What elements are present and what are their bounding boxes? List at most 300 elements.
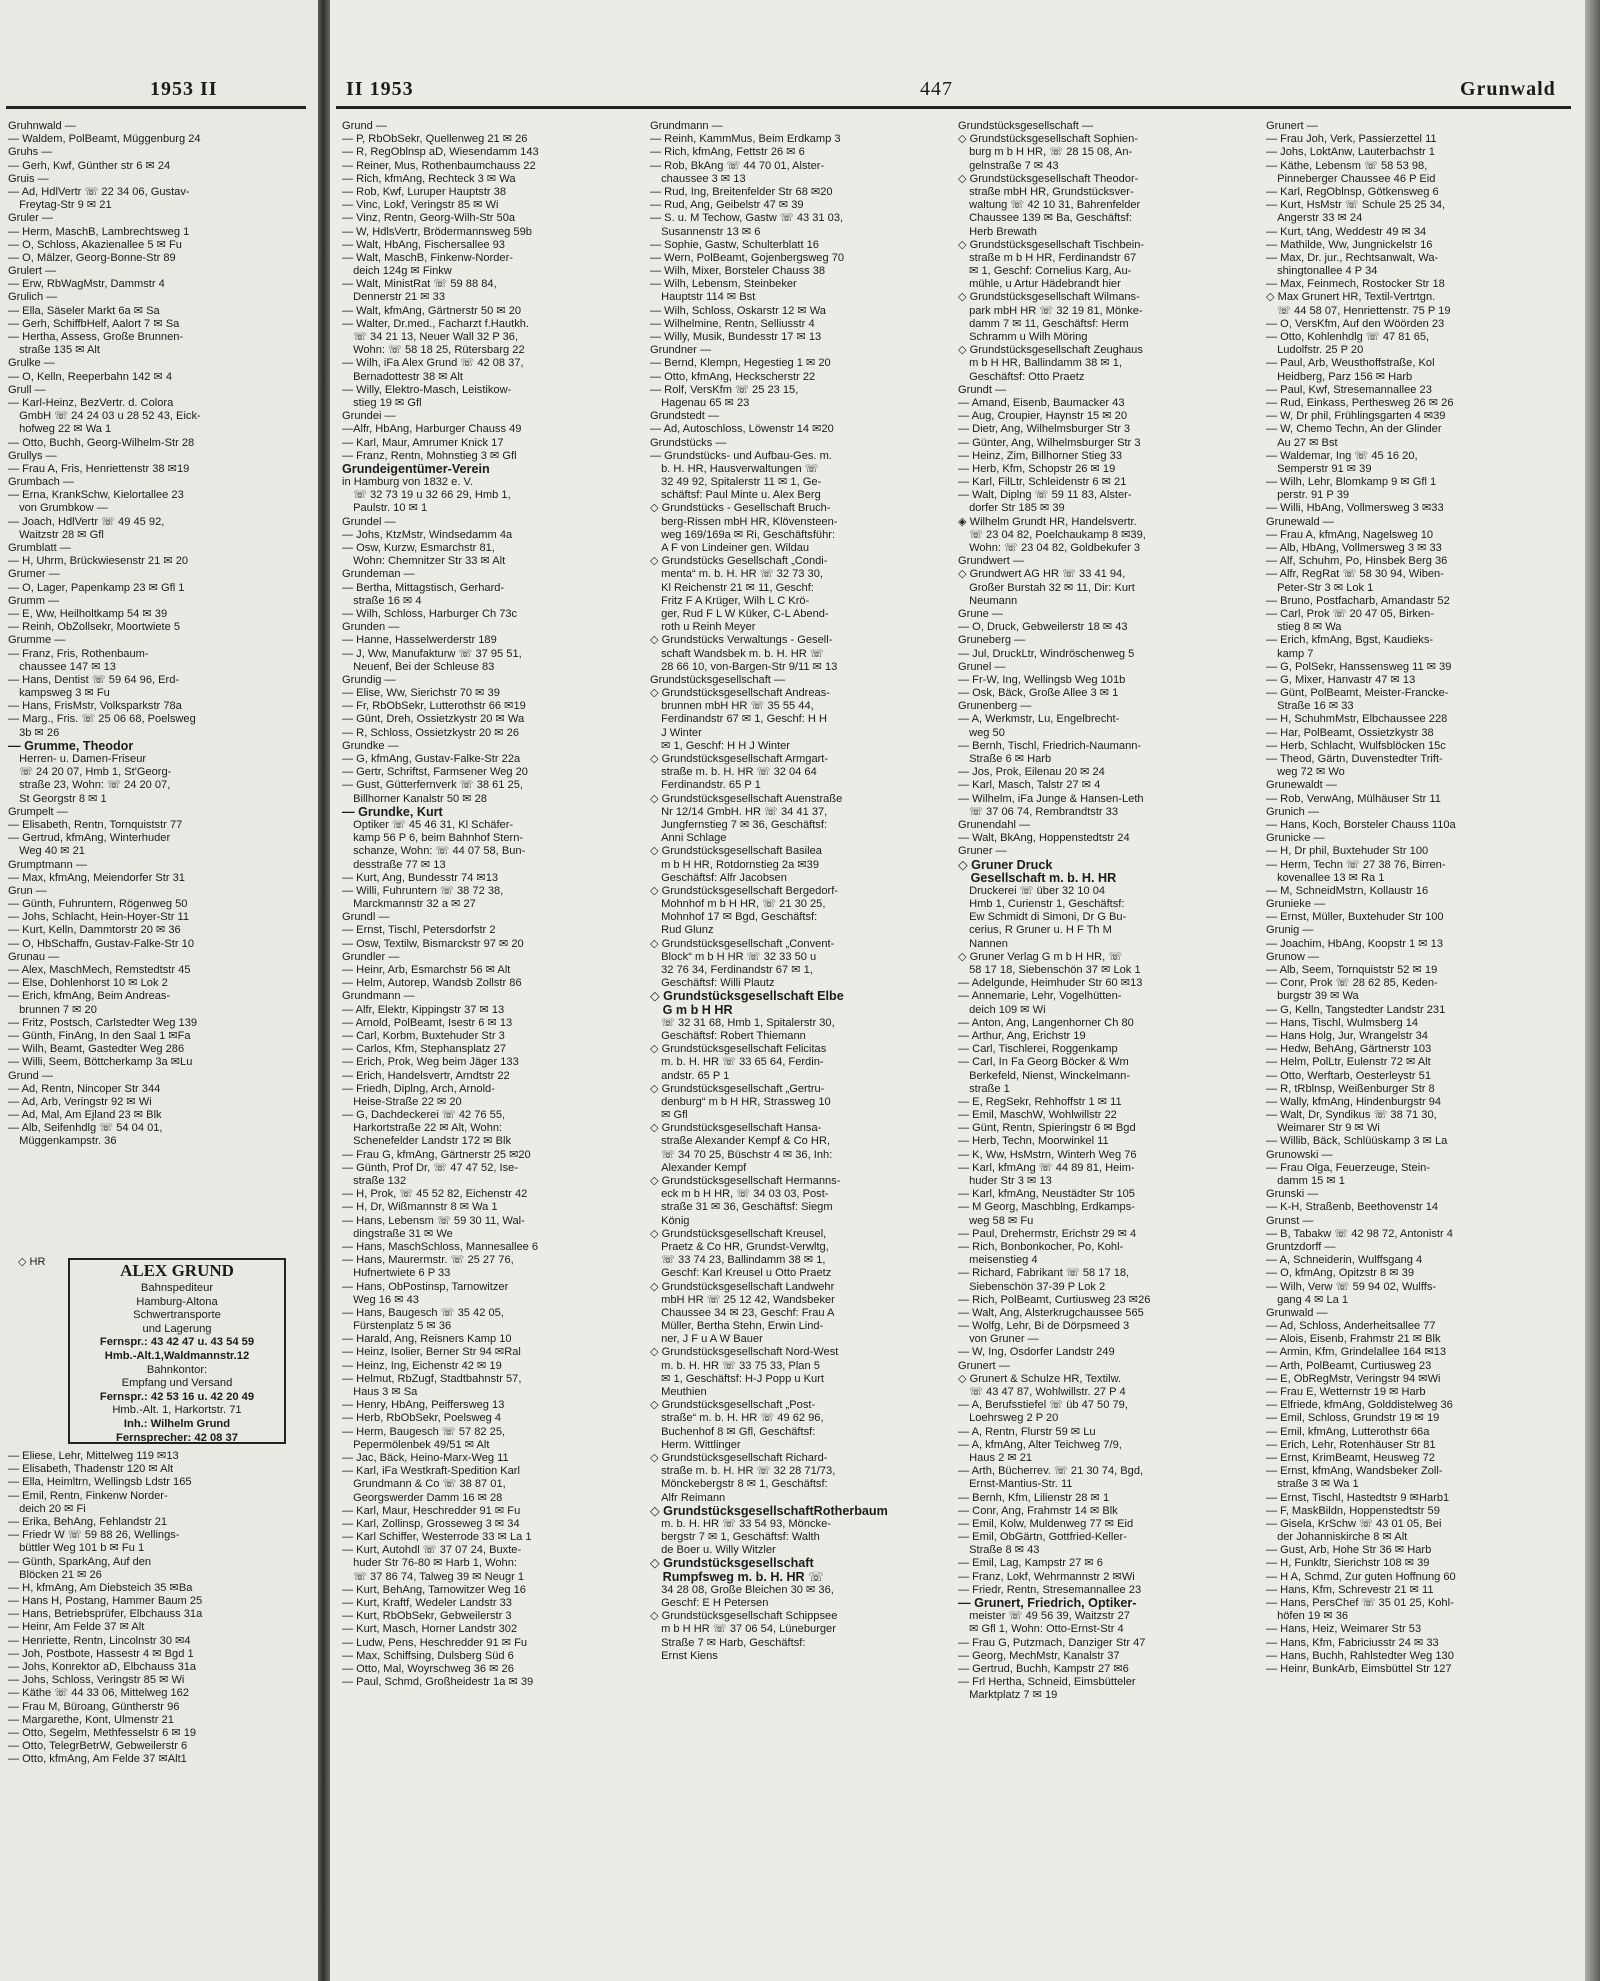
directory-entry-line: chaussee 147 ✉ 13 — [8, 660, 116, 673]
directory-entry-line: ☏ 43 47 87, Wohlwillstr. 27 P 4 — [958, 1386, 1126, 1398]
directory-entry-line: — Erich, kfmAng, Beim Andreas- — [8, 990, 171, 1003]
directory-entry-line: perstr. 91 P 39 — [1266, 489, 1350, 502]
directory-entry-line: ◇ Grundstücksgesellschaft „Convent- — [650, 937, 835, 950]
directory-entry-line: — Heinr, Arb, Esmarchstr 56 ✉ Alt — [342, 964, 511, 976]
directory-entry-line: — Walt, Dr, Syndikus ☏ 38 71 30, — [1266, 1109, 1437, 1122]
directory-entry-line: Grunden — — [342, 621, 400, 634]
directory-entry-line: — H, Prok, ☏ 45 52 82, Eichenstr 42 — [342, 1188, 528, 1201]
directory-entry-line: — Kurt, Kelln, Dammtorstr 20 ✉ 36 — [8, 924, 181, 937]
directory-entry-line: — R, tRblnsp, Weißenburger Str 8 — [1266, 1082, 1435, 1095]
directory-entry-line: — Joachim, HbAng, Koopstr 1 ✉ 13 — [1266, 937, 1444, 950]
directory-entry-line: schäftsf: Paul Minte u. Alex Berg — [650, 489, 821, 502]
directory-entry-line: ◇ Grundstücksgesellschaft Wilmans- — [958, 291, 1140, 304]
directory-entry-line: — Rolf, VersKfm ☏ 25 23 15, — [650, 383, 799, 396]
directory-entry-line: — Ad, Rentn, Nincoper Str 344 — [8, 1082, 161, 1095]
directory-entry-line: — Dietr, Ang, Wilhelmsburger Str 3 — [958, 423, 1131, 436]
directory-entry-line: Hufnertwiete 6 P 33 — [342, 1267, 451, 1280]
directory-entry-line: Grunert — — [958, 1359, 1010, 1372]
directory-entry-line: meister ☏ 49 56 39, Waitzstr 27 — [958, 1610, 1130, 1623]
directory-entry-line: denburg“ m b H HR, Strassweg 10 — [650, 1095, 831, 1108]
directory-entry-line: G m b H HR — [650, 1003, 733, 1017]
directory-entry-line: — Hans, Kfm, Schrevestr 21 ✉ 11 — [1266, 1583, 1434, 1596]
directory-entry-line: Peter-Str 3 ✉ Lok 1 — [1266, 581, 1374, 594]
directory-entry-line: — Bernh, Tischl, Friedrich-Naumann- — [958, 739, 1142, 752]
directory-entry-line: Ew Schmidt di Simoni, Dr G Bu- — [958, 911, 1127, 924]
directory-entry-line: Mohnhof 17 ✉ Bgd, Geschäftsf: — [650, 911, 818, 924]
directory-entry-line: Grunicke — — [1266, 832, 1325, 845]
directory-entry-line: — Kurt, RbObSekr, Gebweilerstr 3 — [342, 1610, 512, 1623]
directory-entry-line: chaussee 3 ✉ 13 — [650, 172, 746, 185]
directory-entry-line: Nr 12/14 GmbH. HR ☏ 34 41 37, — [650, 805, 828, 818]
directory-entry-line: andstr. 65 P 1 — [650, 1069, 730, 1082]
directory-entry-line: Pepermölenbek 49/51 ✉ Alt — [342, 1438, 490, 1451]
directory-entry-line: Grundeigentümer-Verein — [342, 462, 490, 476]
directory-entry-line: 32 76 34, Ferdinandstr 67 ✉ 1, — [650, 964, 813, 976]
directory-entry-line: stieg 8 ✉ Wa — [1266, 621, 1342, 634]
directory-entry-line: — Reiner, Mus, Rothenbaumchauss 22 — [342, 159, 536, 172]
directory-entry-line: — Ernst, KrimBeamt, Heusweg 72 — [1266, 1451, 1435, 1464]
directory-entry-line: Grumer — — [8, 568, 60, 581]
directory-entry-line: ◇ Grundstücks Gesellschaft „Condi- — [650, 555, 828, 568]
directory-entry-line: Rud Glunz — [650, 924, 714, 937]
directory-entry-line: ◇ Grundstücksgesellschaft Hermanns- — [650, 1175, 841, 1187]
directory-entry-line: — Paul, Kwf, Stresemannallee 23 — [1266, 383, 1432, 396]
directory-entry-line: — Helm, PolLtr, Eulenstr 72 ✉ Alt — [1266, 1056, 1431, 1069]
directory-entry-line: — Rob, BkAng ☏ 44 70 01, Alster- — [650, 159, 825, 172]
directory-entry-line: Marktplatz 7 ✉ 19 — [958, 1689, 1058, 1702]
directory-entry-line: — Elisabeth, Thadenstr 120 ✉ Alt — [8, 1463, 174, 1476]
directory-entry-line: — O, Lager, Papenkamp 23 ✉ Gfl 1 — [8, 581, 185, 594]
directory-entry-line: ☏ 24 20 07, Hmb 1, St'Georg- — [8, 766, 172, 779]
directory-entry-line: ◇ Grundstücksgesellschaft Zeughaus — [958, 344, 1143, 357]
directory-entry-line: — Erna, KrankSchw, Kielortallee 23 — [8, 489, 184, 502]
directory-entry-line: — Alfr, Elektr, Kippingstr 37 ✉ 13 — [342, 1003, 505, 1016]
directory-entry-line: Alfr Reimann — [650, 1491, 726, 1504]
directory-entry-line: — Herm, Techn ☏ 27 38 76, Birren- — [1266, 858, 1446, 871]
directory-entry-line: — Emil, Schloss, Grundstr 19 ✉ 19 — [1266, 1412, 1440, 1425]
directory-entry-line: — Hans, Betriebsprüfer, Elbchauss 31a — [8, 1608, 203, 1621]
directory-entry-line: A F von Lindeiner gen. Wildau — [650, 542, 810, 554]
directory-entry-line: — Theod, Gärtn, Duvenstedter Trift- — [1266, 753, 1443, 765]
directory-entry-line: — Marg., Fris. ☏ 25 06 68, Poelsweg — [8, 713, 196, 726]
directory-entry-line: Grundei — — [342, 410, 396, 423]
directory-entry-line: Nannen — [958, 937, 1008, 950]
directory-entry-line: — Rich, PolBeamt, Curtiusweg 23 ✉26 — [958, 1293, 1151, 1306]
directory-entry-line: — W, HdlsVertr, Brödermannsweg 59b — [342, 225, 532, 238]
directory-entry-line: Au 27 ✉ Bst — [1266, 436, 1338, 449]
directory-entry-line: — Ad, HdlVertr ☏ 22 34 06, Gustav- — [8, 185, 190, 198]
directory-entry-line: Grundig — — [342, 673, 396, 686]
directory-entry-line: — Willi, Seem, Böttcherkamp 3a ✉Lu — [8, 1056, 193, 1069]
directory-entry-line: Hmb 1, Curienstr 1, Geschäftsf: — [958, 898, 1125, 911]
directory-entry-line: — S. u. M Techow, Gastw ☏ 43 31 03, — [650, 212, 844, 225]
directory-entry-line: ◇ Grundstücksgesellschaft „Post- — [650, 1399, 816, 1412]
directory-entry-line: — Franz, Lokf, Wehrmannstr 2 ✉Wi — [958, 1570, 1135, 1583]
directory-entry-line: Grunski — — [1266, 1188, 1319, 1201]
directory-entry-line: — R, RegOblnsp aD, Wiesendamm 143 — [342, 146, 539, 159]
directory-entry-line: — Hans, ObPostinsp, Tarnowitzer — [342, 1280, 509, 1293]
directory-entry-line: — O, Kelln, Reeperbahn 142 ✉ 4 — [8, 370, 173, 383]
directory-entry-line: Grunau — — [8, 950, 60, 963]
directory-entry-line: ◇ Grundstücksgesellschaft Felicitas — [650, 1043, 827, 1056]
directory-entry-line: Neumann — [958, 594, 1018, 607]
directory-entry-line: Mohnhof m b H HR, ☏ 21 30 25, — [650, 898, 826, 911]
directory-entry-line: ☏ 37 86 74, Talweg 39 ✉ Neugr 1 — [342, 1570, 525, 1583]
directory-entry-line: — Max, Dr. jur., Rechtsanwalt, Wa- — [1266, 251, 1439, 264]
directory-entry-line: straße Alexander Kempf & Co HR, — [650, 1135, 831, 1148]
directory-entry-line: — J, Ww, Manufakturw ☏ 37 95 51, — [342, 647, 522, 660]
directory-entry-line: — Paul, Drehermstr, Erichstr 29 ✉ 4 — [958, 1227, 1137, 1240]
directory-entry-line: — Willy, Musik, Bundesstr 17 ✉ 13 — [650, 331, 822, 343]
directory-entry-line: — Walter, Dr.med., Facharzt f.Hautkh. — [342, 317, 530, 330]
directory-entry-line: in Hamburg von 1832 e. V. — [342, 476, 473, 489]
directory-entry-line: — Willib, Bäck, Schlüüskamp 3 ✉ La — [1266, 1135, 1448, 1148]
directory-entry-line: — Wern, PolBeamt, Gojenbergsweg 70 — [650, 251, 845, 264]
directory-entry-line: Geschf: E H Petersen — [650, 1597, 769, 1609]
directory-entry-line: waltung ☏ 42 10 31, Bahrenfelder — [958, 199, 1141, 212]
directory-entry-line: — Ludw, Pens, Heschredder 91 ✉ Fu — [342, 1636, 528, 1649]
directory-entry-line: ◇ Max Grunert HR, Textil-Vertrtgn. — [1266, 291, 1436, 304]
directory-entry-line: Grumblatt — — [8, 542, 71, 554]
directory-entry-line: — Ernst, Tischl, Hastedtstr 9 ✉Harb1 — [1266, 1491, 1450, 1504]
directory-entry-line: — Friedr, Rentn, Stresemannallee 23 — [958, 1583, 1142, 1596]
directory-entry-line: — Wilhelmine, Rentn, Selliusstr 4 — [650, 317, 815, 330]
ad-line: Hmb.-Alt.1,Waldmannstr.12 — [104, 1349, 250, 1362]
right-page-header-left: II 1953 — [346, 78, 414, 100]
directory-entry-line: menta“ m. b. H. HR ☏ 32 73 30, — [650, 568, 823, 581]
directory-entry-line: Grunert — — [1266, 120, 1318, 132]
ad-line: Hmb.-Alt. 1, Harkortstr. 71 — [112, 1404, 242, 1417]
directory-entry-line: — Gertrud, Buchh, Kampstr 27 ✉6 — [958, 1662, 1129, 1675]
directory-entry-line: ✉ 1, Geschf: Cornelius Karg, Au- — [958, 265, 1132, 278]
directory-entry-line: Hauptstr 114 ✉ Bst — [650, 291, 756, 304]
directory-entry-line: — Elfriede, kfmAng, Golddistelweg 36 — [1266, 1399, 1453, 1412]
directory-entry-line: Gruler — — [8, 212, 53, 225]
directory-entry-line: 32 49 92, Spitalerstr 11 ✉ 1, Ge- — [650, 476, 822, 489]
directory-entry-line: — Günter, Ang, Wilhelmsburger Str 3 — [958, 436, 1141, 449]
directory-entry-line: huder Str 76-80 ✉ Harb 1, Wohn: — [342, 1557, 517, 1570]
directory-entry-line: Georgswerder Damm 16 ✉ 28 — [342, 1491, 503, 1504]
directory-entry-line: Straße 6 ✉ Harb — [958, 753, 1052, 765]
directory-entry-line: Berkefeld, Nienst, Winckelmann- — [958, 1069, 1131, 1082]
directory-entry-line: — Alfr, RegRat ☏ 58 30 94, Wiben- — [1266, 568, 1444, 581]
directory-column-2 — [650, 120, 950, 1663]
directory-entry-line: — Joach, HdlVertr ☏ 49 45 92, — [8, 515, 165, 528]
directory-entry-line: — Anton, Ang, Langenhorner Ch 80 — [958, 1016, 1134, 1029]
directory-entry-line: ◇ Grundstücksgesellschaft „Gertru- — [650, 1082, 825, 1095]
directory-entry-line: — E, ObRegMstr, Veringstr 94 ✉Wi — [1266, 1372, 1441, 1385]
directory-entry-line: gang 4 ✉ La 1 — [1266, 1293, 1349, 1306]
directory-entry-line: Billhorner Kanalstr 50 ✉ 28 — [342, 792, 487, 805]
directory-entry-line: Grunewald — — [1266, 515, 1334, 528]
directory-entry-line: — Johs, Schlacht, Hein-Hoyer-Str 11 — [8, 911, 190, 924]
directory-entry-line: büttler Weg 101 b ✉ Fu 1 — [8, 1542, 145, 1555]
directory-entry-line: — Ella, Säseler Markt 6a ✉ Sa — [8, 304, 160, 317]
directory-entry-line: — Hans, Tischl, Wulmsberg 14 — [1266, 1016, 1419, 1029]
directory-entry-line: Siebenschön 37-39 P Lok 2 — [958, 1280, 1106, 1293]
directory-entry-line: berg-Rissen mbH HR, Klövensteen- — [650, 515, 838, 528]
directory-entry-line: — Amand, Eisenb, Baumacker 43 — [958, 396, 1125, 409]
directory-entry-line: eck m b H HR, ☏ 34 03 03, Post- — [650, 1188, 829, 1201]
left-page — [0, 0, 318, 1981]
directory-entry-line: — Rud, Ing, Breitenfelder Str 68 ✉20 — [650, 185, 833, 198]
directory-entry-line: Grundstücks — — [650, 436, 727, 449]
directory-entry-line: Müggenkampstr. 36 — [8, 1135, 117, 1148]
directory-entry-line: — Karl, FilLtr, Schleidenstr 6 ✉ 21 — [958, 476, 1127, 489]
directory-entry-line: — K, Ww, HsMstrn, Winterh Weg 76 — [958, 1148, 1137, 1161]
directory-entry-line: — Karl, RegOblnsp, Götkensweg 6 — [1266, 185, 1439, 198]
directory-entry-line: kampsweg 3 ✉ Fu — [8, 687, 110, 700]
directory-entry-line: — Wilh, Verw ☏ 59 94 02, Wulffs- — [1266, 1280, 1437, 1293]
directory-entry-line: ◇ Gruner Druck — [958, 858, 1053, 872]
directory-entry-line: Grundler — — [342, 950, 400, 963]
directory-entry-line: Grumptmann — — [8, 858, 87, 871]
directory-entry-line: straße 135 ✉ Alt — [8, 344, 100, 357]
directory-entry-line: — Ernst, Tischl, Petersdorfstr 2 — [342, 924, 496, 937]
directory-entry-line: — H, SchuhmMstr, Elbchaussee 228 — [1266, 713, 1448, 726]
directory-entry-line: — W, Dr phil, Frühlingsgarten 4 ✉39 — [1266, 410, 1446, 423]
directory-entry-line: — Richard, Fabrikant ☏ 58 17 18, — [958, 1267, 1130, 1280]
directory-entry-line: — Wolfg, Lehr, Bi de Dörpsmeed 3 — [958, 1320, 1130, 1333]
directory-entry-line: ◇ GrundstücksgesellschaftRotherbaum — [650, 1504, 888, 1518]
directory-entry-line: — Adelgunde, Heimhuder Str 60 ✉13 — [958, 977, 1143, 990]
directory-entry-line: — Arth, Bücherrev. ☏ 21 30 74, Bgd, — [958, 1465, 1144, 1478]
directory-entry-line: — Otto, kfmAng, Heckscherstr 22 — [650, 370, 816, 383]
directory-entry-line: Bernadottestr 38 ✉ Alt — [342, 370, 463, 383]
directory-entry-line: Semperstr 91 ✉ 39 — [1266, 462, 1372, 475]
directory-entry-line: — Walt, MinistRat ☏ 59 88 84, — [342, 278, 497, 291]
directory-entry-line: — A, Rentn, Flurstr 59 ✉ Lu — [958, 1425, 1096, 1438]
directory-entry-line: kamp 56 P 6, beim Bahnhof Stern- — [342, 832, 524, 845]
directory-entry-line: — Else, Dohlenhorst 10 ✉ Lok 2 — [8, 977, 168, 990]
directory-entry-line: — Bertha, Mittagstisch, Gerhard- — [342, 581, 505, 594]
directory-entry-line: deich 109 ✉ Wi — [958, 1003, 1046, 1016]
directory-entry-line: — Johs, Schloss, Veringstr 85 ✉ Wi — [8, 1674, 185, 1687]
directory-entry-line: — Frau M, Büroang, Güntherstr 96 — [8, 1700, 180, 1713]
directory-entry-line: Druckerei ☏ über 32 10 04 — [958, 884, 1106, 897]
directory-entry-line: Wohn: Chemnitzer Str 33 ✉ Alt — [342, 555, 506, 568]
directory-entry-line: kovenallee 13 ✉ Ra 1 — [1266, 871, 1385, 884]
directory-entry-line: ☏ 32 73 19 u 32 66 29, Hmb 1, — [342, 489, 511, 502]
directory-entry-line: dingstraße 31 ✉ We — [342, 1227, 453, 1240]
directory-entry-line: — O, Druck, Gebweilerstr 18 ✉ 43 — [958, 621, 1128, 634]
directory-entry-line: — Fritz, Postsch, Carlstedter Weg 139 — [8, 1016, 198, 1029]
directory-entry-line: — Arthur, Ang, Erichstr 19 — [958, 1029, 1086, 1042]
directory-entry-line: Optiker ☏ 45 46 31, Kl Schäfer- — [342, 818, 514, 831]
directory-entry-line: ☏ 33 74 23, Ballindamm 38 ✉ 1, — [650, 1254, 826, 1267]
ad-title: ALEX GRUND — [120, 1261, 234, 1280]
directory-entry-line: ◇ Grundstücksgesellschaft Elbe — [650, 990, 844, 1004]
directory-entry-line: damm 15 ✉ 1 — [1266, 1175, 1345, 1187]
directory-entry-line: — Heinr, Am Felde 37 ✉ Alt — [8, 1621, 145, 1634]
directory-entry-line: Pinneberger Chaussee 46 P Eid — [1266, 172, 1436, 185]
directory-entry-line: m b H HR, Rotdornstieg 2a ✉39 — [650, 858, 819, 871]
directory-entry-line: m. b. H. HR ☏ 33 75 33, Plan 5 — [650, 1359, 820, 1372]
directory-entry-line: Grundl — — [342, 911, 390, 924]
directory-entry-line: — Ad, Mal, Am Ejland 23 ✉ Blk — [8, 1109, 162, 1122]
directory-entry-line: — Walt, kfmAng, Gärtnerstr 50 ✉ 20 — [342, 304, 522, 317]
directory-entry-line: — Friedh, Diplng, Arch, Arnold- — [342, 1082, 495, 1095]
directory-entry-line: — Paul, Schmd, Großheidestr 1a ✉ 39 — [342, 1676, 534, 1689]
directory-entry-line: — Gust, Gütterfernverk ☏ 38 61 25, — [342, 779, 523, 792]
page-edge — [1585, 0, 1600, 1981]
directory-entry-line: — Walt, Diplng ☏ 59 11 83, Alster- — [958, 489, 1132, 502]
directory-entry-line: Marckmannstr 32 a ✉ 27 — [342, 898, 476, 911]
directory-entry-line: Anni Schlage — [650, 832, 727, 845]
directory-entry-line: m. b. H. HR ☏ 33 54 93, Möncke- — [650, 1517, 831, 1530]
directory-entry-line: — Vinz, Rentn, Georg-Wilh-Str 50a — [342, 212, 516, 225]
directory-entry-line: — G, PolSekr, Hanssensweg 11 ✉ 39 — [1266, 660, 1452, 673]
directory-entry-line: Chaussee 139 ✉ Ba, Geschäftsf: — [958, 212, 1132, 225]
directory-entry-line: Buchenhof 8 ✉ Gfl, Geschäftsf: — [650, 1425, 816, 1438]
directory-entry-line: — Frau A, kfmAng, Nagelsweg 10 — [1266, 528, 1434, 541]
directory-entry-line: — Fr, RbObSekr, Lutterothstr 66 ✉19 — [342, 700, 526, 713]
directory-entry-line: Grunowski — — [1266, 1148, 1333, 1161]
directory-entry-line: — Otto, Werftarb, Oesterleystr 51 — [1266, 1069, 1432, 1082]
directory-entry-line: Waitzstr 28 ✉ Gfl — [8, 528, 104, 541]
directory-entry-line: — Ad, Autoschloss, Löwenstr 14 ✉20 — [650, 423, 834, 436]
directory-entry-line: — Karl, kfmAng ☏ 44 89 81, Heim- — [958, 1161, 1135, 1174]
directory-entry-line: — M Georg, Maschblng, Erdkamps- — [958, 1201, 1135, 1214]
directory-entry-line: Ernst-Mantius-Str. 11 — [958, 1478, 1073, 1491]
directory-entry-line: — Emil, Kolw, Muldenweg 77 ✉ Eid — [958, 1517, 1134, 1530]
directory-entry-line: — Max, Schiffsing, Dulsberg Süd 6 — [342, 1649, 514, 1662]
directory-entry-line: — Erika, BehAng, Fehlandstr 21 — [8, 1515, 168, 1528]
directory-entry-line: — G, kfmAng, Gustav-Falke-Str 22a — [342, 753, 521, 765]
directory-entry-line: — Wilh, Lebensm, Steinbeker — [650, 278, 797, 291]
directory-entry-line: — Emil, kfmAng, Lutterothstr 66a — [1266, 1425, 1430, 1438]
directory-entry-line: ☏ 44 58 07, Henriettenstr. 75 P 19 — [1266, 304, 1451, 317]
directory-entry-line: ☏ 34 21 13, Neuer Wall 32 P 36, — [342, 331, 519, 343]
directory-entry-line: ✉ Gfl — [650, 1109, 688, 1122]
directory-entry-line: Grundner — — [650, 344, 712, 357]
directory-entry-line: ✉ 1, Geschf: H H J Winter — [650, 739, 790, 752]
directory-entry-line: — Johs, KtzMstr, Windsedamm 4a — [342, 528, 513, 541]
directory-entry-line: Straße 16 ✉ 33 — [1266, 700, 1354, 713]
directory-entry-line: — G, Kelln, Tangstedter Landstr 231 — [1266, 1003, 1446, 1016]
directory-entry-line: Gruis — — [8, 172, 49, 185]
directory-entry-line: — G, Mixer, Hanvastr 47 ✉ 13 — [1266, 673, 1416, 686]
directory-entry-line: Geschf: Karl Kreusel u Otto Praetz — [650, 1267, 832, 1280]
ad-line: und Lagerung — [142, 1322, 212, 1335]
directory-entry-line: — H, Dr phil, Buxtehuder Str 100 — [1266, 845, 1429, 858]
directory-entry-line: — Rich, kfmAng, Rechteck 3 ✉ Wa — [342, 172, 516, 185]
directory-entry-line: — E, Ww, Heilholtkamp 54 ✉ 39 — [8, 607, 168, 620]
directory-entry-line: — Hans, Baugesch ☏ 35 42 05, — [342, 1306, 504, 1319]
directory-entry-line: — Elise, Ww, Sierichstr 70 ✉ 39 — [342, 687, 500, 700]
directory-entry-line: Harkortstraße 22 ✉ Alt, Wohn: — [342, 1122, 503, 1135]
directory-entry-line: Wohn: ☏ 58 18 25, Rütersbarg 22 — [342, 344, 525, 357]
directory-entry-line: — Emil, Rentn, Finkenw Norder- — [8, 1489, 168, 1502]
directory-entry-line: — Arth, PolBeamt, Curtiusweg 23 — [1266, 1359, 1432, 1372]
directory-entry-line: ◇ Grundstücks Verwaltungs - Gesell- — [650, 634, 833, 647]
directory-entry-line: Grund — — [8, 1069, 54, 1082]
directory-entry-line: — R, Schloss, Ossietzkystr 20 ✉ 26 — [342, 726, 519, 739]
directory-entry-line: straße 23, Wohn: ☏ 24 20 07, — [8, 779, 171, 792]
directory-entry-line: b. H. HR, Hausverwaltungen ☏ — [650, 462, 819, 475]
directory-entry-line: straße m. b. H. HR ☏ 32 04 64 — [650, 766, 817, 779]
directory-entry-line: Grunewaldt — — [1266, 779, 1337, 792]
directory-entry-line: Grulich — — [8, 291, 58, 304]
directory-entry-line: — Margarethe, Kont, Ulmenstr 21 — [8, 1713, 174, 1726]
directory-entry-line: — Vinc, Lokf, Veringstr 85 ✉ Wi — [342, 199, 499, 212]
directory-entry-line: Grundeman — — [342, 568, 415, 581]
directory-entry-line: — Franz, Rentn, Mohnstieg 3 ✉ Gfl — [342, 449, 517, 462]
directory-entry-line: — A, Werkmstr, Lu, Engelbrecht- — [958, 713, 1120, 726]
directory-entry-line: — Alf, Schuhm, Po, Hinsbek Berg 36 — [1266, 555, 1448, 568]
directory-entry-line: J Winter — [650, 726, 702, 739]
ad-line: Fernspr.: 42 53 16 u. 42 20 49 — [99, 1390, 255, 1403]
directory-entry-line: — Kurt, BehAng, Tarnowitzer Weg 16 — [342, 1583, 526, 1596]
directory-entry-line: Müller, Bertha Stehn, Erwin Lind- — [650, 1320, 824, 1333]
directory-entry-line: — Frau A, Fris, Henriettenstr 38 ✉19 — [8, 462, 190, 475]
directory-entry-line: — Hans, Kfm, Fabriciusstr 24 ✉ 33 — [1266, 1636, 1439, 1649]
directory-entry-line: ◇ Grundstücks - Gesellschaft Bruch- — [650, 502, 831, 515]
directory-entry-line: — Herm, MaschB, Lambrechtsweg 1 — [8, 225, 190, 238]
directory-entry-line: Grumm — — [8, 594, 60, 607]
directory-entry-line: — Karl, Masch, Talstr 27 ✉ 4 — [958, 779, 1101, 792]
directory-entry-line: Gruntzdorff — — [1266, 1240, 1336, 1253]
directory-entry-line: Grund — — [342, 120, 388, 132]
directory-entry-line: — Wilh, Lehr, Blomkamp 9 ✉ Gfl 1 — [1266, 476, 1437, 489]
directory-entry-line: Grundwert — — [958, 555, 1024, 568]
directory-entry-line: St Georgstr 8 ✉ 1 — [8, 792, 107, 805]
directory-entry-line: straße 132 — [342, 1175, 407, 1187]
directory-entry-line: Angerstr 33 ✉ 24 — [1266, 212, 1363, 225]
directory-entry-line: weg 169/169a ✉ Ri, Geschäftsführ: — [650, 528, 836, 541]
directory-entry-line: schanze, Wohn: ☏ 44 07 58, Bun- — [342, 845, 526, 858]
directory-entry-line: — Erich, Prok, Weg beim Jäger 133 — [342, 1056, 519, 1069]
directory-entry-line: — Walt, HbAng, Fischersallee 93 — [342, 238, 505, 251]
directory-entry-line: kamp 7 — [1266, 647, 1314, 660]
directory-entry-line: — Otto, TelegrBetrW, Gebweilerstr 6 — [8, 1740, 188, 1753]
directory-entry-line: — Bernh, Kfm, Lilienstr 28 ✉ 1 — [958, 1491, 1110, 1504]
directory-entry-line: ◇ Grundstücksgesellschaft Tischbein- — [958, 238, 1145, 251]
directory-entry-line: Mönckebergstr 8 ✉ 1, Geschäftsf: — [650, 1478, 828, 1491]
ad-line: Hamburg-Altona — [136, 1295, 218, 1308]
directory-entry-line: — Gust, Arb, Hohe Str 36 ✉ Harb — [1266, 1544, 1432, 1557]
directory-entry-line: — Rud, Ang, Geibelstr 47 ✉ 39 — [650, 199, 804, 212]
directory-entry-line: — Rich, Bonbonkocher, Po, Kohl- — [958, 1240, 1124, 1253]
ad-line: Inh.: Wilhelm Grund — [123, 1417, 231, 1430]
directory-entry-line: Grundt — — [958, 383, 1007, 396]
directory-entry-line: — Hans, Maurermstr. ☏ 25 27 76, — [342, 1254, 514, 1267]
directory-entry-line: — Willy, Elektro-Masch, Leistikow- — [342, 383, 512, 396]
left-column — [8, 120, 308, 1149]
directory-entry-line: —Alfr, HbAng, Harburger Chauss 49 — [342, 423, 522, 436]
directory-entry-line: — Frau E, Wetternstr 19 ✉ Harb — [1266, 1386, 1426, 1398]
directory-entry-line: shingtonallee 4 P 34 — [1266, 265, 1378, 278]
directory-entry-line: ◇ Grundstücksgesellschaft Landwehr — [650, 1280, 835, 1293]
directory-entry-line: — O, Mälzer, Georg-Bonne-Str 89 — [8, 251, 176, 264]
alex-grund-advertisement — [68, 1258, 286, 1444]
directory-entry-line: Paulstr. 10 ✉ 1 — [342, 502, 428, 515]
ad-line: Bahnkontor: — [146, 1363, 208, 1376]
ad-lines — [70, 1282, 284, 1445]
directory-entry-line: — Herb, Schlacht, Wulfsblöcken 15c — [1266, 739, 1446, 752]
directory-entry-line: — O, Schloss, Akazienallee 5 ✉ Fu — [8, 238, 182, 251]
directory-entry-line: — Mathilde, Ww, Jungnickelstr 16 — [1266, 238, 1433, 251]
directory-entry-line: — Elisabeth, Rentn, Tornquiststr 77 — [8, 818, 183, 831]
directory-entry-line: ◇ Grundstücksgesellschaft Kreusel, — [650, 1227, 827, 1240]
directory-entry-line: — Erich, Lehr, Rotenhäuser Str 81 — [1266, 1438, 1436, 1451]
directory-entry-line: Grull — — [8, 383, 46, 396]
directory-entry-line: — Hans, Heiz, Weimarer Str 53 — [1266, 1623, 1422, 1636]
directory-entry-line: roth u Reinh Meyer — [650, 621, 756, 634]
directory-entry-line: — Alb, Seifenhdlg ☏ 54 04 01, — [8, 1122, 163, 1135]
directory-entry-line: — Karl, Zollinsp, Grosseweg 3 ✉ 34 — [342, 1517, 520, 1530]
directory-entry-line: — Paul, Arb, Weusthoffstraße, Kol — [1266, 357, 1435, 370]
